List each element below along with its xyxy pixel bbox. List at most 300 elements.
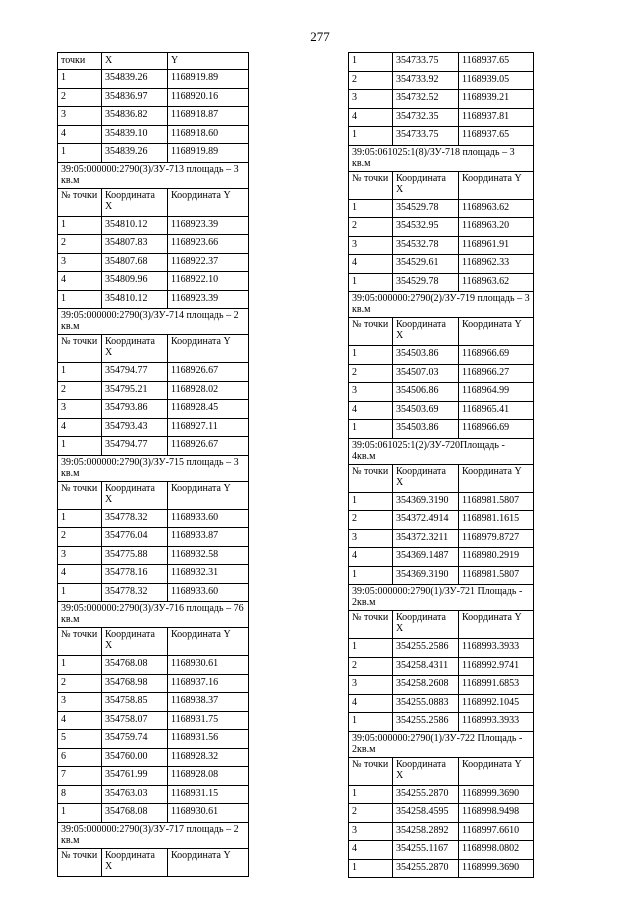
table-row (349, 511, 533, 530)
point-number-cell: 1 (58, 437, 102, 455)
point-number-cell: 6 (58, 749, 102, 767)
point-number-cell: 2 (349, 511, 393, 529)
y-coordinate-cell: 1168938.37 (171, 695, 219, 706)
table-row (349, 493, 533, 512)
y-coordinate-cell: 1168937.65 (462, 129, 510, 140)
plot-title-row (349, 292, 533, 318)
y-coordinate-cell: 1168997.6610 (462, 824, 520, 836)
point-number-cell: 1 (349, 53, 393, 71)
table-row (58, 437, 248, 456)
table-row (58, 510, 248, 529)
point-number-cell: 1 (349, 713, 393, 731)
x-coordinate-cell: 354503.86 (393, 420, 459, 438)
point-number-header: № точки (58, 335, 102, 362)
y-coordinate-cell: 1168966.27 (462, 366, 510, 378)
x-coordinate-cell: 354758.07 (102, 712, 168, 730)
table-row (58, 217, 248, 236)
point-number-cell: 1 (349, 420, 393, 438)
y-coordinate-cell: 1168998.0802 (462, 843, 520, 854)
plot-title: 39:05:000000:2790(1)/ЗУ-722 Площадь - 2кв.м (352, 732, 523, 755)
table-header-row (58, 189, 248, 217)
table-row (349, 402, 533, 421)
x-coordinate-cell: 354809.96 (102, 272, 168, 290)
y-coordinate-cell: 1168937.81 (462, 110, 510, 122)
x-coordinate-cell: 354795.21 (102, 382, 168, 400)
table-row (349, 274, 533, 293)
table-row (58, 804, 248, 823)
x-coordinate-cell: 354768.08 (102, 804, 168, 822)
y-coordinate-cell: 1168998.9498 (462, 806, 520, 817)
plot-title: 39:05:000000:2790(3)/ЗУ-717 площадь – 2 кв.м (61, 823, 239, 846)
x-coordinate-cell: 354810.12 (102, 217, 168, 235)
y-coordinate-cell: 1168919.89 (171, 146, 219, 157)
y-coordinate-cell: 1168981.1615 (462, 513, 520, 524)
x-coordinate-cell: 354778.32 (102, 510, 168, 528)
y-coordinate-cell: 1168928.32 (171, 750, 219, 762)
table-row (58, 547, 248, 566)
point-number-cell: 5 (58, 730, 102, 748)
y-coordinate-cell: 1168981.5807 (462, 494, 520, 506)
point-number-header: № точки (349, 318, 393, 345)
plot-title-row (58, 163, 248, 189)
table-row (58, 712, 248, 731)
point-number-cell: 3 (349, 237, 393, 255)
y-coordinate-header: Координата Y (171, 849, 231, 861)
point-number-cell: 3 (349, 823, 393, 841)
y-coordinate-cell: 1168962.33 (462, 257, 510, 268)
x-coordinate-cell: 354258.2608 (393, 676, 459, 694)
y-coordinate-header: Координата Y (171, 336, 231, 347)
point-number-cell: 1 (349, 346, 393, 364)
y-coordinate-cell: 1168963.62 (462, 201, 510, 213)
point-number-cell: 4 (58, 272, 102, 290)
point-number-cell: 1 (349, 567, 393, 585)
table-row (58, 565, 248, 584)
table-row (58, 291, 248, 310)
table-row (58, 584, 248, 603)
x-coordinate-cell: 354793.43 (102, 419, 168, 437)
table-row (58, 419, 248, 438)
plot-title: 39:05:000000:2790(2)/ЗУ-719 площадь – 3 кв.м (352, 293, 530, 315)
table-row (58, 730, 248, 749)
table-row (349, 237, 533, 256)
y-coordinate-cell: 1168922.10 (171, 274, 219, 285)
y-coordinate-cell: 1168918.60 (171, 127, 219, 139)
y-coordinate-cell: 1168919.89 (171, 72, 219, 83)
y-coordinate-cell: 1168931.75 (171, 713, 219, 725)
point-number-cell: 4 (349, 255, 393, 273)
x-coordinate-cell: 354758.85 (102, 693, 168, 711)
y-coordinate-cell: 1168991.6853 (462, 678, 520, 689)
right-coordinates-table (348, 52, 534, 878)
point-number-cell: 2 (349, 658, 393, 676)
x-coordinate-header: Координата X (102, 335, 168, 362)
y-coordinate-cell: 1168963.20 (462, 220, 510, 231)
y-coordinate-cell: 1168981.5807 (462, 568, 520, 580)
table-row (349, 823, 533, 842)
y-coordinate-cell: 1168926.67 (171, 439, 219, 450)
x-coordinate-cell: 354733.75 (393, 53, 459, 71)
point-number-cell: 1 (58, 363, 102, 381)
y-coordinate-cell: 1168932.58 (171, 548, 219, 560)
table-row (349, 255, 533, 274)
y-coordinate-cell: 1168966.69 (462, 348, 510, 359)
plot-title: 39:05:000000:2790(3)/ЗУ-714 площадь – 2 кв.м (61, 310, 239, 332)
x-coordinate-header: X (102, 53, 168, 69)
y-coordinate-header: Координата Y (171, 482, 231, 494)
table-header-row (349, 465, 533, 493)
x-coordinate-cell: 354255.2870 (393, 786, 459, 804)
table-row (349, 420, 533, 439)
table-row (58, 126, 248, 145)
point-number-cell: 3 (58, 107, 102, 125)
x-coordinate-cell: 354372.4914 (393, 511, 459, 529)
x-coordinate-cell: 354529.78 (393, 200, 459, 218)
plot-title-row (349, 732, 533, 758)
plot-title-row (58, 456, 248, 482)
table-row (58, 89, 248, 108)
table-row (58, 767, 248, 786)
y-coordinate-cell: 1168993.3933 (462, 641, 520, 652)
y-coordinate-cell: 1168918.87 (171, 109, 219, 120)
plot-title-row (349, 146, 533, 172)
plot-title: 39:05:061025:1(8)/ЗУ-718 площадь – 3 кв.м (352, 146, 515, 169)
x-coordinate-cell: 354369.3190 (393, 567, 459, 585)
point-number-cell: 1 (349, 786, 393, 804)
table-header-row (58, 53, 248, 70)
point-number-header: № точки (349, 465, 393, 492)
table-row (349, 90, 533, 109)
table-header-row (58, 628, 248, 656)
point-number-cell: 3 (58, 693, 102, 711)
plot-title-row (58, 602, 248, 628)
y-coordinate-cell: 1168961.91 (462, 238, 510, 250)
table-row (349, 530, 533, 549)
point-number-header: № точки (58, 482, 102, 509)
x-coordinate-cell: 354768.98 (102, 675, 168, 693)
y-coordinate-cell: 1168923.39 (171, 218, 219, 230)
x-coordinate-cell: 354503.69 (393, 402, 459, 420)
x-coordinate-cell: 354807.68 (102, 254, 168, 272)
point-number-cell: 3 (58, 400, 102, 418)
table-row (349, 695, 533, 714)
point-number-cell: 2 (349, 72, 393, 90)
x-coordinate-cell: 354506.86 (393, 383, 459, 401)
point-number-cell: 3 (349, 530, 393, 548)
y-coordinate-cell: 1168927.11 (171, 420, 218, 432)
point-number-header: № точки (58, 849, 102, 876)
point-number-cell: 4 (349, 841, 393, 859)
x-coordinate-header: Координата X (102, 189, 168, 216)
table-row (349, 365, 533, 384)
x-coordinate-cell: 354778.32 (102, 584, 168, 602)
point-number-cell: 1 (349, 200, 393, 218)
y-coordinate-cell: 1168923.39 (171, 292, 219, 304)
x-coordinate-cell: 354839.26 (102, 70, 168, 88)
table-row (349, 804, 533, 823)
table-row (349, 127, 533, 146)
x-coordinate-cell: 354839.10 (102, 126, 168, 144)
table-row (58, 144, 248, 163)
y-coordinate-cell: 1168923.66 (171, 237, 219, 248)
table-row (349, 109, 533, 128)
point-number-cell: 1 (349, 127, 393, 145)
plot-title-row (58, 823, 248, 849)
point-number-cell: 4 (58, 712, 102, 730)
x-coordinate-header: Координата X (102, 849, 168, 876)
x-coordinate-header: Координата X (393, 172, 459, 199)
y-coordinate-cell: 1168930.61 (171, 806, 219, 817)
table-row (349, 860, 533, 878)
plot-title: 39:05:000000:2790(3)/ЗУ-716 площадь – 76 кв.м (61, 603, 244, 625)
y-coordinate-cell: 1168930.61 (171, 658, 219, 669)
point-number-cell: 2 (58, 235, 102, 253)
x-coordinate-cell: 354255.2586 (393, 713, 459, 731)
x-coordinate-cell: 354255.0883 (393, 695, 459, 713)
table-row (58, 235, 248, 254)
point-number-header: № точки (349, 172, 393, 199)
plot-title: 39:05:000000:2790(3)/ЗУ-715 площадь – 3 кв.м (61, 456, 239, 479)
point-number-cell: 1 (58, 144, 102, 162)
x-coordinate-cell: 354255.2586 (393, 639, 459, 657)
point-number-cell: 2 (349, 365, 393, 383)
y-coordinate-cell: 1168926.67 (171, 365, 219, 376)
table-row (58, 107, 248, 126)
y-coordinate-cell: 1168939.05 (462, 73, 510, 85)
plot-title-row (349, 585, 533, 611)
table-row (349, 200, 533, 219)
y-coordinate-header: Y (171, 55, 179, 66)
table-row (58, 70, 248, 89)
y-coordinate-cell: 1168920.16 (171, 90, 219, 102)
y-coordinate-header: Координата Y (462, 465, 522, 477)
x-coordinate-cell: 354529.78 (393, 274, 459, 292)
x-coordinate-cell: 354507.03 (393, 365, 459, 383)
point-number-cell: 2 (58, 382, 102, 400)
y-coordinate-cell: 1168992.1045 (462, 696, 520, 708)
table-row (58, 382, 248, 401)
point-number-cell: 1 (349, 274, 393, 292)
point-number-cell: 4 (58, 126, 102, 144)
point-number-cell: 1 (58, 291, 102, 309)
table-row (58, 749, 248, 768)
point-number-cell: 1 (58, 804, 102, 822)
table-row (58, 400, 248, 419)
y-coordinate-cell: 1168999.3690 (462, 787, 520, 799)
table-row (349, 383, 533, 402)
table-header-row (58, 482, 248, 510)
y-coordinate-cell: 1168933.87 (171, 530, 219, 541)
table-row (58, 675, 248, 694)
table-header-row (349, 611, 533, 639)
y-coordinate-header: Координата Y (171, 629, 231, 640)
y-coordinate-cell: 1168922.37 (171, 255, 219, 267)
y-coordinate-cell: 1168928.08 (171, 769, 219, 780)
point-number-header: № точки (58, 189, 102, 216)
y-coordinate-cell: 1168939.21 (462, 92, 510, 103)
x-coordinate-cell: 354258.4311 (393, 658, 459, 676)
x-coordinate-cell: 354839.26 (102, 144, 168, 162)
x-coordinate-header: Координата X (102, 628, 168, 655)
point-number-cell: 4 (349, 548, 393, 566)
table-header-row (349, 758, 533, 786)
point-number-cell: 1 (349, 639, 393, 657)
x-coordinate-cell: 354732.35 (393, 109, 459, 127)
x-coordinate-cell: 354778.16 (102, 565, 168, 583)
x-coordinate-cell: 354794.77 (102, 437, 168, 455)
table-row (58, 693, 248, 712)
point-number-cell: 2 (58, 89, 102, 107)
table-row (349, 713, 533, 732)
point-number-header: точки (58, 53, 102, 69)
plot-title: 39:05:000000:2790(3)/ЗУ-713 площадь – 3 кв.м (61, 163, 239, 186)
point-number-cell: 3 (349, 676, 393, 694)
y-coordinate-cell: 1168964.99 (462, 385, 510, 396)
point-number-cell: 1 (349, 860, 393, 878)
table-row (58, 656, 248, 675)
x-coordinate-cell: 354372.3211 (393, 530, 459, 548)
y-coordinate-cell: 1168979.8727 (462, 531, 520, 543)
x-coordinate-cell: 354369.1487 (393, 548, 459, 566)
y-coordinate-cell: 1168966.69 (462, 422, 510, 433)
x-coordinate-cell: 354369.3190 (393, 493, 459, 511)
x-coordinate-cell: 354733.75 (393, 127, 459, 145)
y-coordinate-header: Координата Y (462, 612, 522, 623)
y-coordinate-cell: 1168932.31 (171, 567, 219, 578)
point-number-cell: 1 (58, 217, 102, 235)
table-header-row (58, 335, 248, 363)
point-number-cell: 3 (58, 547, 102, 565)
table-row (58, 786, 248, 805)
point-number-cell: 1 (58, 70, 102, 88)
x-coordinate-header: Координата X (393, 611, 459, 638)
table-row (349, 841, 533, 860)
point-number-cell: 7 (58, 767, 102, 785)
table-header-row (349, 318, 533, 346)
plot-title: 39:05:061025:1(2)/ЗУ-720Площадь - 4кв.м (352, 439, 505, 462)
plot-title-row (58, 309, 248, 335)
table-row (58, 254, 248, 273)
x-coordinate-cell: 354503.86 (393, 346, 459, 364)
x-coordinate-cell: 354759.74 (102, 730, 168, 748)
plot-title: 39:05:000000:2790(1)/ЗУ-721 Площадь - 2кв.м (352, 586, 523, 608)
y-coordinate-header: Координата Y (462, 172, 522, 184)
point-number-cell: 2 (58, 675, 102, 693)
point-number-cell: 3 (349, 383, 393, 401)
point-number-cell: 1 (58, 584, 102, 602)
table-row (58, 528, 248, 547)
table-row (349, 218, 533, 237)
y-coordinate-header: Координата Y (171, 189, 231, 201)
x-coordinate-cell: 354836.97 (102, 89, 168, 107)
point-number-cell: 4 (349, 109, 393, 127)
x-coordinate-cell: 354532.95 (393, 218, 459, 236)
point-number-cell: 1 (58, 656, 102, 674)
x-coordinate-cell: 354763.03 (102, 786, 168, 804)
point-number-cell: 1 (349, 493, 393, 511)
y-coordinate-cell: 1168937.65 (462, 55, 510, 66)
table-header-row (58, 849, 248, 876)
y-coordinate-cell: 1168928.45 (171, 402, 219, 413)
point-number-cell: 8 (58, 786, 102, 804)
table-row (349, 567, 533, 586)
point-number-cell: 4 (58, 419, 102, 437)
y-coordinate-cell: 1168933.60 (171, 511, 219, 523)
point-number-cell: 4 (349, 402, 393, 420)
x-coordinate-cell: 354258.2892 (393, 823, 459, 841)
x-coordinate-cell: 354733.92 (393, 72, 459, 90)
x-coordinate-cell: 354255.2870 (393, 860, 459, 878)
point-number-header: № точки (349, 611, 393, 638)
x-coordinate-cell: 354529.61 (393, 255, 459, 273)
table-row (349, 53, 533, 72)
y-coordinate-cell: 1168992.9741 (462, 659, 520, 671)
x-coordinate-header: Координата X (102, 482, 168, 509)
y-coordinate-cell: 1168999.3690 (462, 861, 520, 873)
y-coordinate-cell: 1168931.56 (171, 732, 219, 743)
x-coordinate-cell: 354836.82 (102, 107, 168, 125)
y-coordinate-cell: 1168980.2919 (462, 550, 520, 561)
table-row (349, 346, 533, 365)
left-coordinates-table (57, 52, 249, 877)
point-number-cell: 2 (58, 528, 102, 546)
x-coordinate-cell: 354775.88 (102, 547, 168, 565)
y-coordinate-cell: 1168993.3933 (462, 715, 520, 726)
page-number: 277 (310, 29, 330, 44)
x-coordinate-cell: 354810.12 (102, 291, 168, 309)
point-number-header: № точки (58, 628, 102, 655)
table-header-row (349, 172, 533, 200)
x-coordinate-cell: 354760.00 (102, 749, 168, 767)
x-coordinate-cell: 354794.77 (102, 363, 168, 381)
y-coordinate-header: Координата Y (462, 319, 522, 330)
y-coordinate-cell: 1168928.02 (171, 383, 219, 395)
table-row (349, 72, 533, 91)
table-row (349, 786, 533, 805)
x-coordinate-cell: 354255.1167 (393, 841, 459, 859)
y-coordinate-header: Координата Y (462, 758, 522, 770)
x-coordinate-cell: 354532.78 (393, 237, 459, 255)
x-coordinate-cell: 354807.83 (102, 235, 168, 253)
x-coordinate-cell: 354761.99 (102, 767, 168, 785)
table-row (58, 363, 248, 382)
x-coordinate-header: Координата X (393, 758, 459, 785)
point-number-cell: 2 (349, 804, 393, 822)
y-coordinate-cell: 1168933.60 (171, 585, 219, 597)
table-row (349, 548, 533, 567)
point-number-cell: 3 (349, 90, 393, 108)
x-coordinate-cell: 354732.52 (393, 90, 459, 108)
x-coordinate-cell: 354768.08 (102, 656, 168, 674)
point-number-cell: 3 (58, 254, 102, 272)
x-coordinate-header: Координата X (393, 465, 459, 492)
point-number-cell: 1 (58, 510, 102, 528)
x-coordinate-cell: 354793.86 (102, 400, 168, 418)
y-coordinate-cell: 1168963.62 (462, 275, 510, 287)
plot-title-row (349, 439, 533, 465)
x-coordinate-cell: 354258.4595 (393, 804, 459, 822)
table-row (58, 272, 248, 291)
point-number-cell: 4 (349, 695, 393, 713)
table-row (349, 658, 533, 677)
table-row (349, 639, 533, 658)
x-coordinate-header: Координата X (393, 318, 459, 345)
table-row (349, 676, 533, 695)
point-number-cell: 4 (58, 565, 102, 583)
y-coordinate-cell: 1168965.41 (462, 403, 510, 415)
y-coordinate-cell: 1168937.16 (171, 676, 219, 688)
x-coordinate-cell: 354776.04 (102, 528, 168, 546)
